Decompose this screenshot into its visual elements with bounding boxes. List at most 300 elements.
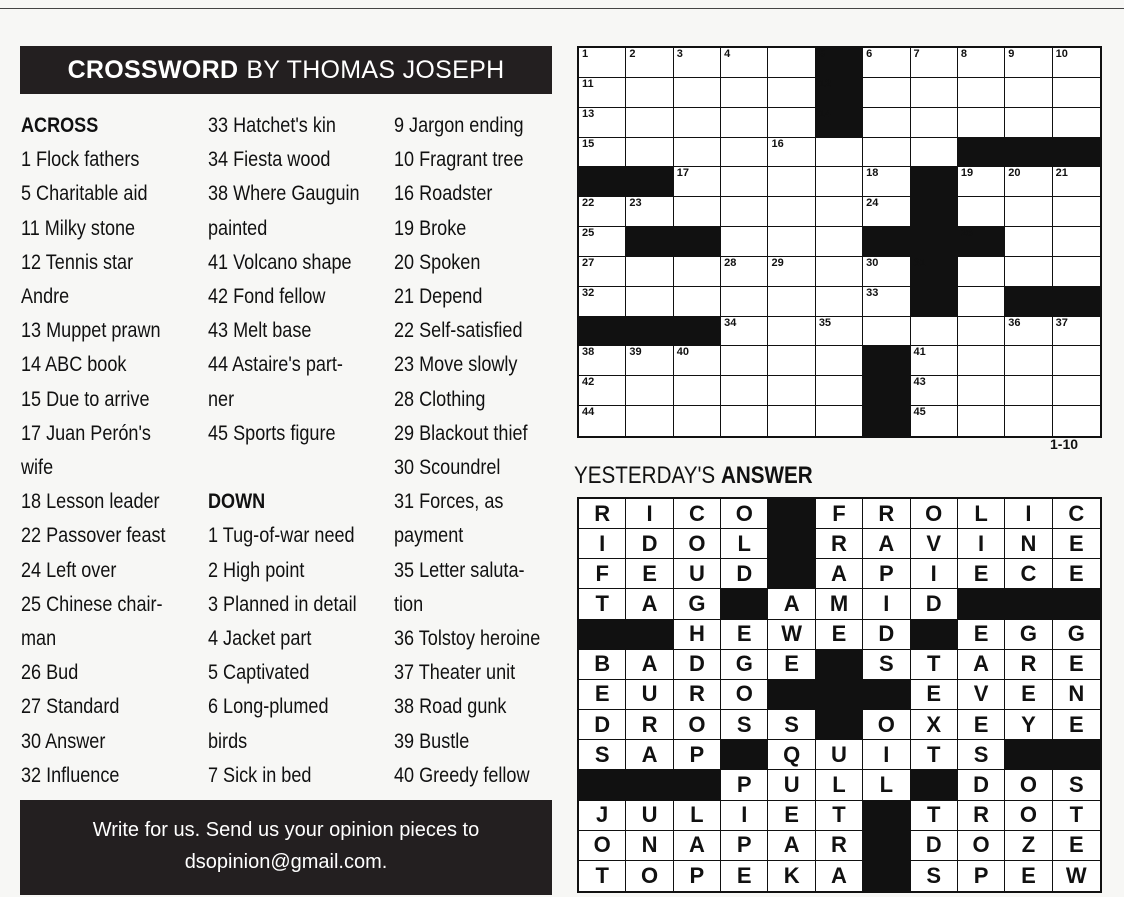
puzzle-cell[interactable]: [768, 48, 815, 78]
puzzle-cell[interactable]: [674, 167, 721, 197]
clue-number: 9: [1008, 48, 1015, 60]
puzzle-cell[interactable]: [579, 138, 626, 168]
puzzle-cell[interactable]: [1053, 317, 1100, 347]
answer-black-square: [863, 831, 910, 861]
answer-black-square: [721, 740, 768, 770]
answer-letter: O: [1005, 801, 1052, 831]
clue-line: 20 Spoken: [394, 249, 481, 274]
puzzle-cell[interactable]: [579, 346, 626, 376]
puzzle-cell[interactable]: [721, 317, 768, 347]
clue-line: 28 Clothing: [394, 386, 486, 411]
puzzle-cell[interactable]: [1005, 257, 1052, 287]
answer-title-regular: YESTERDAY'S: [574, 462, 716, 489]
puzzle-cell[interactable]: [816, 197, 863, 227]
clue-number: 4: [724, 48, 731, 60]
clue-line: 6 Long-plumed: [208, 694, 329, 719]
answer-letter: P: [674, 740, 721, 770]
puzzle-cell[interactable]: [721, 108, 768, 138]
clue-line: [208, 450, 359, 484]
answer-black-square: [1053, 589, 1100, 619]
puzzle-cell[interactable]: [579, 406, 626, 436]
puzzle-cell[interactable]: [1053, 108, 1100, 138]
clue-line: 13 Muppet prawn: [21, 318, 161, 343]
answer-letter: A: [958, 650, 1005, 680]
puzzle-cell[interactable]: [674, 197, 721, 227]
puzzle-cell[interactable]: [626, 197, 673, 227]
black-square: [816, 108, 863, 138]
puzzle-cell[interactable]: [674, 376, 721, 406]
answer-letter: N: [626, 831, 673, 861]
answer-letter: O: [721, 499, 768, 529]
puzzle-cell[interactable]: [768, 287, 815, 317]
answer-letter: E: [816, 620, 863, 650]
answer-letter: H: [674, 620, 721, 650]
answer-letter: E: [1053, 650, 1100, 680]
clue-number: 2: [629, 48, 636, 60]
clue-number: 37: [1055, 316, 1068, 329]
answer-letter: E: [768, 801, 815, 831]
crossword-header: [20, 46, 552, 94]
answer-letter: I: [863, 740, 910, 770]
puzzle-cell[interactable]: [768, 406, 815, 436]
clue-line: 10 Fragrant tree: [394, 147, 524, 172]
puzzle-cell[interactable]: [721, 257, 768, 287]
clue-line: wife: [21, 455, 54, 480]
answer-letter: E: [579, 680, 626, 710]
answer-letter: I: [579, 529, 626, 559]
answer-letter: P: [958, 861, 1005, 891]
puzzle-cell[interactable]: [768, 257, 815, 287]
puzzle-cell[interactable]: [674, 78, 721, 108]
puzzle-cell[interactable]: [768, 317, 815, 347]
answer-letter: X: [911, 710, 958, 740]
puzzle-cell[interactable]: [1053, 257, 1100, 287]
answer-letter: O: [911, 499, 958, 529]
answer-letter: S: [958, 740, 1005, 770]
answer-letter: L: [721, 529, 768, 559]
puzzle-cell[interactable]: [958, 197, 1005, 227]
puzzle-cell[interactable]: [579, 48, 626, 78]
answer-letter: S: [1053, 770, 1100, 800]
puzzle-cell[interactable]: [579, 78, 626, 108]
clue-number: 16: [771, 137, 784, 150]
puzzle-cell[interactable]: [579, 197, 626, 227]
answer-letter: I: [911, 559, 958, 589]
puzzle-cell[interactable]: [768, 197, 815, 227]
answer-letter: R: [816, 529, 863, 559]
puzzle-cell[interactable]: [911, 138, 958, 168]
puzzle-cell[interactable]: [958, 346, 1005, 376]
clue-line: 22 Passover feast: [21, 523, 166, 548]
clue-number: 35: [818, 316, 832, 329]
puzzle-cell[interactable]: [626, 346, 673, 376]
clue-number: 8: [960, 48, 968, 60]
puzzle-cell[interactable]: [863, 48, 910, 78]
answer-letter: P: [721, 831, 768, 861]
puzzle-cell[interactable]: [579, 108, 626, 138]
clue-number: 21: [1055, 167, 1068, 180]
answer-letter: R: [1005, 650, 1052, 680]
puzzle-cell[interactable]: [579, 257, 626, 287]
puzzle-cell[interactable]: [579, 287, 626, 317]
puzzle-cell[interactable]: [958, 317, 1005, 347]
puzzle-cell[interactable]: [674, 48, 721, 78]
puzzle-cell[interactable]: [958, 376, 1005, 406]
puzzle-cell[interactable]: [863, 78, 910, 108]
answer-letter: E: [1053, 710, 1100, 740]
answer-letter: Y: [1005, 710, 1052, 740]
puzzle-cell[interactable]: [579, 376, 626, 406]
answer-letter: A: [768, 831, 815, 861]
clue-line: payment: [394, 523, 464, 548]
answer-letter: P: [863, 559, 910, 589]
clue-line: 5 Charitable aid: [21, 181, 148, 206]
puzzle-cell[interactable]: [626, 138, 673, 168]
clue-number: 28: [724, 256, 737, 269]
answer-letter: R: [958, 801, 1005, 831]
puzzle-cell[interactable]: [721, 138, 768, 168]
answer-letter: W: [768, 620, 815, 650]
clue-number: 17: [676, 167, 689, 180]
puzzle-cell[interactable]: [911, 376, 958, 406]
puzzle-cell[interactable]: [674, 138, 721, 168]
answer-letter: O: [721, 680, 768, 710]
answer-letter: R: [863, 499, 910, 529]
clue-line: painted: [208, 215, 268, 240]
puzzle-cell[interactable]: [626, 108, 673, 138]
puzzle-cell[interactable]: [1005, 78, 1052, 108]
answer-letter: E: [768, 650, 815, 680]
clue-number: 22: [582, 197, 595, 210]
answer-letter: P: [721, 770, 768, 800]
header-byline: BY THOMAS JOSEPH: [246, 55, 505, 84]
puzzle-cell[interactable]: [1005, 227, 1052, 257]
puzzle-cell[interactable]: [674, 108, 721, 138]
answer-black-square: [768, 529, 815, 559]
clue-line: 24 Left over: [21, 557, 117, 582]
puzzle-cell[interactable]: [958, 257, 1005, 287]
answer-letter: O: [626, 861, 673, 891]
clue-number: 39: [629, 346, 642, 359]
puzzle-cell[interactable]: [911, 108, 958, 138]
puzzle-cell[interactable]: [721, 287, 768, 317]
puzzle-cell[interactable]: [816, 376, 863, 406]
answer-letter: P: [674, 861, 721, 891]
answer-letter: F: [816, 499, 863, 529]
black-square: [863, 346, 910, 376]
puzzle-cell[interactable]: [1053, 376, 1100, 406]
puzzle-cell[interactable]: [1005, 167, 1052, 197]
puzzle-cell[interactable]: [768, 227, 815, 257]
answer-letter: R: [626, 710, 673, 740]
puzzle-cell[interactable]: [579, 227, 626, 257]
black-square: [626, 227, 673, 257]
puzzle-cell[interactable]: [626, 406, 673, 436]
answer-black-square: [768, 559, 815, 589]
answer-letter: N: [1005, 529, 1052, 559]
black-square: [816, 48, 863, 78]
answer-letter: I: [863, 589, 910, 619]
answer-letter: J: [579, 801, 626, 831]
puzzle-cell[interactable]: [626, 78, 673, 108]
answer-letter: E: [1053, 559, 1100, 589]
black-square: [579, 317, 626, 347]
puzzle-cell[interactable]: [816, 287, 863, 317]
puzzle-cell[interactable]: [1005, 406, 1052, 436]
puzzle-cell[interactable]: [863, 138, 910, 168]
clue-number: 45: [913, 406, 926, 419]
puzzle-cell[interactable]: [1053, 48, 1100, 78]
clue-line: Andre: [21, 284, 70, 309]
puzzle-cell[interactable]: [721, 227, 768, 257]
answer-letter: S: [911, 861, 958, 891]
puzzle-cell[interactable]: [721, 406, 768, 436]
answer-letter: G: [721, 650, 768, 680]
answer-black-square: [958, 589, 1005, 619]
puzzle-cell[interactable]: [911, 317, 958, 347]
clue-line: 44 Astaire's part-: [208, 352, 343, 377]
puzzle-cell[interactable]: [721, 197, 768, 227]
answer-letter: E: [1053, 831, 1100, 861]
answer-letter: K: [768, 861, 815, 891]
puzzle-cell[interactable]: [1053, 406, 1100, 436]
black-square: [863, 227, 910, 257]
answer-letter: O: [674, 529, 721, 559]
puzzle-cell[interactable]: [1005, 317, 1052, 347]
puzzle-cell[interactable]: [768, 138, 815, 168]
puzzle-cell[interactable]: [863, 287, 910, 317]
answer-letter: I: [721, 801, 768, 831]
puzzle-cell[interactable]: [863, 108, 910, 138]
answer-letter: E: [911, 680, 958, 710]
puzzle-cell[interactable]: [721, 167, 768, 197]
clue-line: 29 Blackout thief: [394, 420, 528, 445]
puzzle-cell[interactable]: [721, 78, 768, 108]
clue-number: 5: [818, 48, 825, 60]
clue-line: 38 Road gunk: [394, 694, 507, 719]
answer-letter: M: [816, 589, 863, 619]
puzzle-cell[interactable]: [863, 167, 910, 197]
answer-letter: T: [579, 861, 626, 891]
answer-letter: A: [626, 740, 673, 770]
puzzle-cell[interactable]: [1053, 346, 1100, 376]
clue-line: 32 Influence: [21, 762, 120, 787]
puzzle-cell[interactable]: [1005, 108, 1052, 138]
answer-black-square: [863, 680, 910, 710]
clue-line: 19 Broke: [394, 215, 467, 240]
clue-line: tion: [394, 591, 424, 616]
answer-black-square: [863, 801, 910, 831]
puzzle-cell[interactable]: [958, 167, 1005, 197]
answer-letter: E: [721, 620, 768, 650]
clue-number: 41: [913, 346, 926, 359]
answer-letter: U: [816, 740, 863, 770]
answer-letter: V: [911, 529, 958, 559]
clue-number: 44: [582, 406, 595, 419]
puzzle-cell[interactable]: [911, 48, 958, 78]
answer-letter: T: [911, 650, 958, 680]
clue-number: 6: [866, 48, 873, 60]
puzzle-cell[interactable]: [1053, 167, 1100, 197]
answer-letter: S: [863, 650, 910, 680]
clue-number: 27: [582, 256, 595, 269]
puzzle-cell[interactable]: [863, 257, 910, 287]
clue-column-2: [208, 108, 388, 826]
answer-letter: S: [579, 740, 626, 770]
answer-letter: L: [863, 770, 910, 800]
answer-title-bold: ANSWER: [720, 462, 813, 489]
clue-line: 30 Answer: [21, 728, 106, 753]
black-square: [958, 138, 1005, 168]
answer-letter: T: [1053, 801, 1100, 831]
clue-number: 30: [866, 256, 879, 269]
answer-letter: D: [626, 529, 673, 559]
answer-letter: A: [768, 589, 815, 619]
answer-letter: I: [958, 529, 1005, 559]
puzzle-cell[interactable]: [816, 138, 863, 168]
clue-number: 12: [818, 77, 832, 90]
puzzle-cell[interactable]: [674, 406, 721, 436]
puzzle-cell[interactable]: [816, 346, 863, 376]
puzzle-cell[interactable]: [674, 257, 721, 287]
clue-number: 10: [1055, 48, 1068, 60]
puzzle-cell[interactable]: [958, 48, 1005, 78]
answer-black-square: [579, 620, 626, 650]
puzzle-cell[interactable]: [958, 287, 1005, 317]
clue-number: 3: [676, 48, 683, 60]
puzzle-cell[interactable]: [1053, 197, 1100, 227]
answer-letter: L: [674, 801, 721, 831]
puzzle-cell[interactable]: [816, 227, 863, 257]
puzzle-cell[interactable]: [1005, 376, 1052, 406]
puzzle-cell[interactable]: [626, 257, 673, 287]
black-square: [1053, 138, 1100, 168]
answer-letter: E: [1005, 680, 1052, 710]
answer-black-square: [816, 650, 863, 680]
answer-letter: O: [674, 710, 721, 740]
answer-letter: I: [1005, 499, 1052, 529]
puzzle-cell[interactable]: [626, 48, 673, 78]
clue-number: 40: [676, 346, 689, 359]
puzzle-cell[interactable]: [1005, 197, 1052, 227]
answer-letter: R: [674, 680, 721, 710]
clue-number: 7: [913, 48, 920, 60]
answer-letter: D: [911, 589, 958, 619]
clue-number: 38: [582, 346, 595, 359]
answer-letter: D: [721, 559, 768, 589]
answer-letter: V: [958, 680, 1005, 710]
clue-line: 25 Chinese chair-: [21, 591, 163, 616]
clue-line: 22 Self-satisfied: [394, 318, 523, 343]
puzzle-cell[interactable]: [721, 48, 768, 78]
clue-number: 18: [866, 167, 879, 180]
clue-line: 11 Milky stone: [21, 215, 136, 240]
black-square: [911, 287, 958, 317]
black-square: [911, 257, 958, 287]
answer-letter: E: [1053, 529, 1100, 559]
puzzle-cell[interactable]: [768, 376, 815, 406]
puzzle-cell[interactable]: [626, 376, 673, 406]
clue-line: 18 Lesson leader: [21, 489, 160, 514]
black-square: [958, 227, 1005, 257]
answer-letter: R: [579, 499, 626, 529]
clue-line: ner: [208, 386, 235, 411]
puzzle-cell[interactable]: [1053, 227, 1100, 257]
clue-line: 14 ABC book: [21, 352, 127, 377]
puzzle-cell[interactable]: [674, 287, 721, 317]
answer-letter: G: [674, 589, 721, 619]
puzzle-cell[interactable]: [958, 406, 1005, 436]
answer-letter: D: [863, 620, 910, 650]
puzzle-cell[interactable]: [1053, 78, 1100, 108]
puzzle-cell[interactable]: [816, 167, 863, 197]
clue-line: 30 Scoundrel: [394, 455, 501, 480]
puzzle-cell[interactable]: [958, 108, 1005, 138]
answer-letter: A: [816, 861, 863, 891]
puzzle-cell[interactable]: [626, 287, 673, 317]
clue-line: 9 Jargon ending: [394, 113, 524, 137]
clue-line: 23 Move slowly: [394, 352, 518, 377]
puzzle-cell[interactable]: [721, 346, 768, 376]
puzzle-cell[interactable]: [721, 376, 768, 406]
footer-email: dsopinion@gmail.com.: [184, 851, 388, 873]
answer-letter: D: [911, 831, 958, 861]
answer-letter: U: [626, 680, 673, 710]
black-square: [579, 167, 626, 197]
black-square: [911, 227, 958, 257]
clue-line: 41 Volcano shape: [208, 249, 352, 274]
answer-letter: C: [1005, 559, 1052, 589]
puzzle-cell[interactable]: [911, 346, 958, 376]
answer-black-square: [579, 770, 626, 800]
answer-letter: I: [626, 499, 673, 529]
header-title-bold: CROSSWORD: [67, 55, 239, 84]
puzzle-cell[interactable]: [816, 257, 863, 287]
puzzle-cell[interactable]: [911, 78, 958, 108]
puzzle-cell[interactable]: [1005, 48, 1052, 78]
clue-number: 19: [960, 167, 974, 180]
puzzle-cell[interactable]: [768, 346, 815, 376]
clue-line: 1 Flock fathers: [21, 147, 140, 172]
puzzle-cell[interactable]: [911, 406, 958, 436]
black-square: [626, 167, 673, 197]
puzzle-cell[interactable]: [958, 78, 1005, 108]
answer-letter: E: [958, 710, 1005, 740]
answer-letter: R: [816, 831, 863, 861]
clue-heading: DOWN: [208, 489, 266, 514]
puzzle-cell[interactable]: [768, 167, 815, 197]
clue-line: 1 Tug-of-war need: [208, 523, 355, 548]
clue-number: 15: [582, 137, 595, 150]
puzzle-cell[interactable]: [768, 108, 815, 138]
puzzle-cell[interactable]: [1005, 346, 1052, 376]
clue-line: 12 Tennis star: [21, 249, 134, 274]
puzzle-cell[interactable]: [768, 78, 815, 108]
clue-line: 17 Juan Perón's: [21, 420, 151, 445]
answer-black-square: [674, 770, 721, 800]
puzzle-cell[interactable]: [863, 317, 910, 347]
clue-number: 13: [582, 107, 595, 120]
answer-letter: T: [911, 740, 958, 770]
puzzle-cell[interactable]: [674, 346, 721, 376]
answer-black-square: [816, 710, 863, 740]
black-square: [816, 78, 863, 108]
puzzle-cell[interactable]: [816, 406, 863, 436]
puzzle-cell[interactable]: [863, 197, 910, 227]
answer-letter: C: [674, 499, 721, 529]
answer-letter: L: [816, 770, 863, 800]
puzzle-cell[interactable]: [816, 317, 863, 347]
